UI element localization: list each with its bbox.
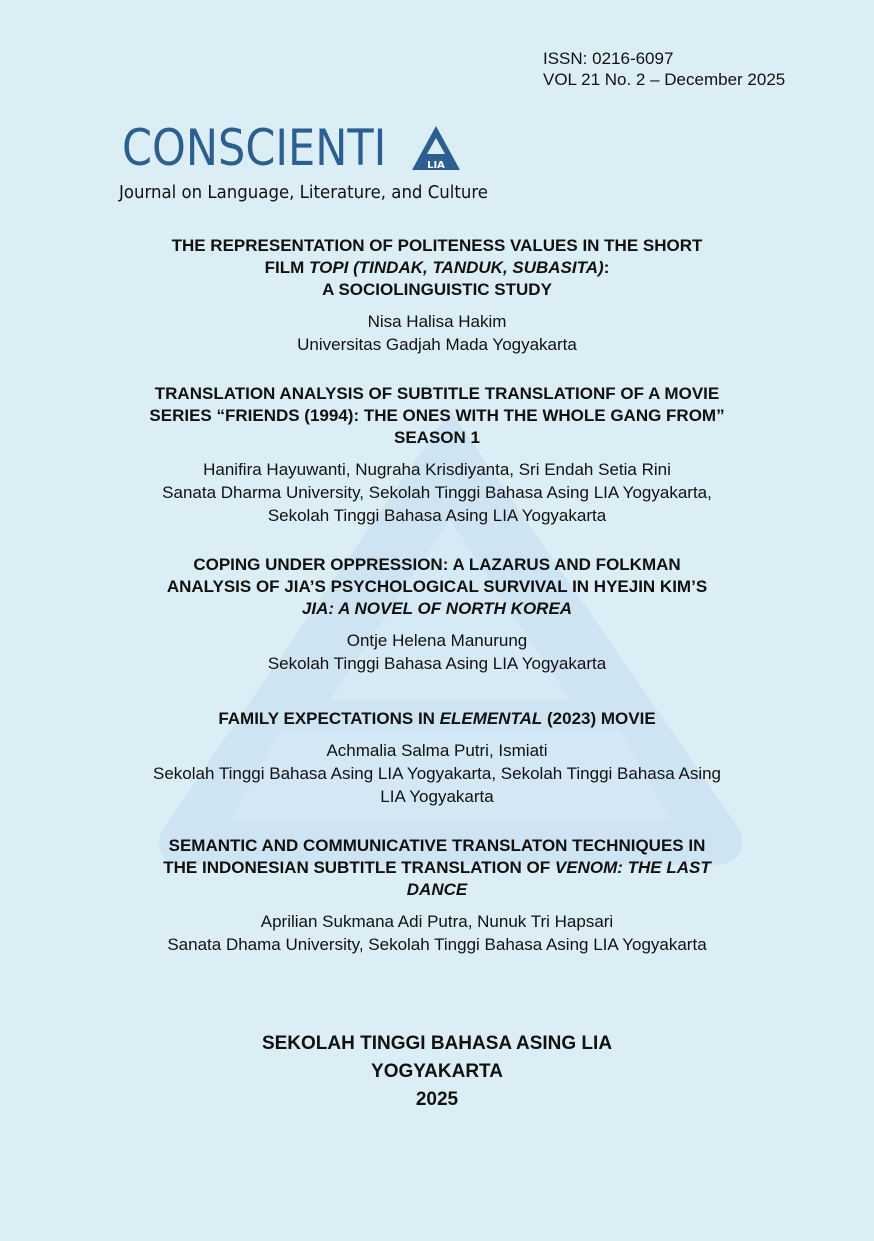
author-affiliation: Sekolah Tinggi Bahasa Asing LIA Yogyakarta bbox=[267, 654, 607, 673]
author-names: Achmalia Salma Putri, Ismiati bbox=[326, 741, 548, 760]
volume-issue: VOL 21 No. 2 – December 2025 bbox=[543, 70, 786, 89]
publisher-name: SEKOLAH TINGGI BAHASA ASING LIA bbox=[261, 1033, 613, 1054]
journal-subtitle: Journal on Language, Literature, and Culture bbox=[119, 182, 489, 203]
author-affiliation: Sanata Dhama University, Sekolah Tinggi Bahasa Asing LIA Yogyakarta bbox=[167, 935, 707, 954]
author-names: Ontje Helena Manurung bbox=[346, 631, 528, 650]
author-affiliation: Sekolah Tinggi Bahasa Asing LIA Yogyakarta, Sekolah Tinggi Bahasa Asing bbox=[152, 764, 722, 783]
article-title: FAMILY EXPECTATIONS IN ELEMENTAL (2023) MOVIE bbox=[218, 709, 656, 728]
publication-year: 2025 bbox=[415, 1089, 459, 1110]
article-title: TRANSLATION ANALYSIS OF SUBTITLE TRANSLATIONF OF A MOVIE SERIES “FRIENDS (1994): THE ONES WITH THE WHOLE GANG FROM” SEASON 1 bbox=[149, 384, 725, 447]
issn-block bbox=[543, 48, 785, 90]
article-title: COPING UNDER OPPRESSION: A LAZARUS AND FOLKMAN ANALYSIS OF JIA’S PSYCHOLOGICAL SURVIVAL IN HYEJIN KIM’S JIA: A NOVEL OF NORTH KOREA bbox=[166, 555, 708, 618]
article-authors bbox=[110, 739, 764, 808]
author-affiliation: Universitas Gadjah Mada Yogyakarta bbox=[297, 335, 577, 354]
author-names: Aprilian Sukmana Adi Putra, Nunuk Tri Hapsari bbox=[260, 912, 614, 931]
author-affiliation: Sanata Dharma University, Sekolah Tinggi Bahasa Asing LIA Yogyakarta, bbox=[162, 483, 712, 502]
publisher-footer bbox=[0, 1030, 874, 1114]
logo-wordmark: CONSCIENTI bbox=[122, 119, 387, 177]
lia-triangle-icon bbox=[412, 124, 462, 172]
table-of-contents bbox=[110, 235, 764, 956]
article-3 bbox=[110, 554, 764, 675]
article-authors bbox=[110, 629, 764, 675]
author-affiliation: Sekolah Tinggi Bahasa Asing LIA Yogyakarta bbox=[267, 506, 607, 525]
article-4 bbox=[110, 708, 764, 808]
author-names: Nisa Halisa Hakim bbox=[367, 312, 507, 331]
article-2 bbox=[110, 383, 764, 527]
article-authors bbox=[110, 910, 764, 956]
article-title: SEMANTIC AND COMMUNICATIVE TRANSLATON TECHNIQUES IN THE INDONESIAN SUBTITLE TRANSLATION OF VENOM: THE LAST DANCE bbox=[163, 836, 711, 899]
author-affiliation: LIA Yogyakarta bbox=[380, 787, 494, 806]
article-title: THE REPRESENTATION OF POLITENESS VALUES IN THE SHORT FILM TOPI (TINDAK, TANDUK, SUBASITA): A SOCIOLINGUISTIC STUDY bbox=[171, 236, 703, 299]
article-1 bbox=[110, 235, 764, 356]
journal-logo bbox=[122, 118, 522, 180]
logo-mark-text: LIA bbox=[427, 160, 445, 171]
author-names: Hanifira Hayuwanti, Nugraha Krisdiyanta, Sri Endah Setia Rini bbox=[203, 460, 671, 479]
publisher-city: YOGYAKARTA bbox=[371, 1061, 503, 1082]
article-authors bbox=[110, 458, 764, 527]
article-5 bbox=[110, 835, 764, 956]
article-authors bbox=[110, 310, 764, 356]
issn-number: ISSN: 0216-6097 bbox=[543, 49, 674, 68]
